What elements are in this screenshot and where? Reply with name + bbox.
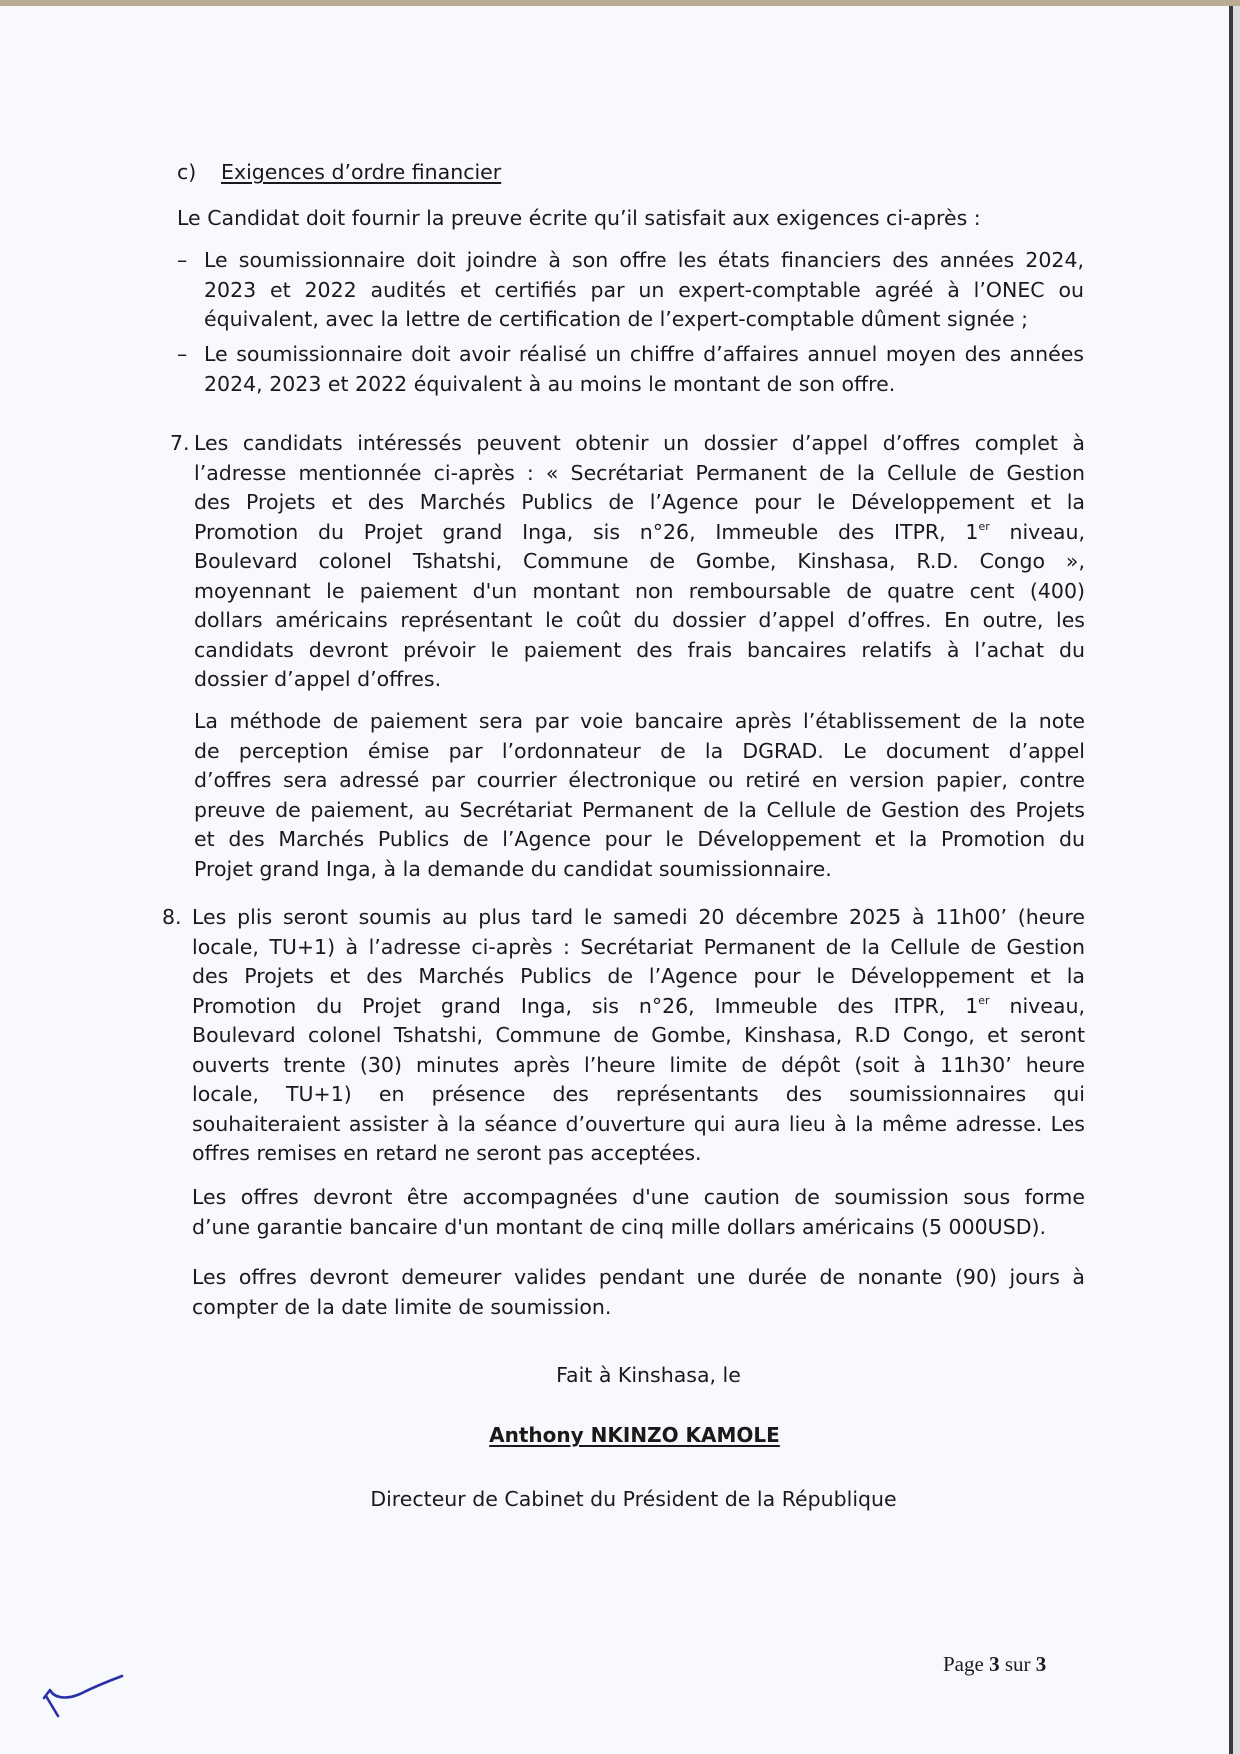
place-date-text: Fait à Kinshasa, le bbox=[556, 1363, 741, 1387]
text-line bbox=[194, 518, 1085, 548]
section-c-heading bbox=[177, 158, 501, 188]
text-line bbox=[192, 992, 1085, 1022]
item-text bbox=[192, 903, 1085, 1169]
total-pages-number: 3 bbox=[1035, 1652, 1047, 1676]
text-fragment: Promotion du Projet grand Inga, sis n°26, Immeuble des ITPR, 1 bbox=[194, 519, 979, 544]
signer-role-block bbox=[0, 1485, 1229, 1515]
section-letter: c) bbox=[177, 160, 197, 184]
text-line: des Projets et des Marchés Publics de l’Agence pour le Développement et la bbox=[194, 490, 1085, 514]
text-fragment: niveau, bbox=[989, 993, 1085, 1018]
text-line: d’une garantie bancaire d'un montant de cinq mille dollars américains (5 000USD). bbox=[192, 1214, 1047, 1239]
place-date-line bbox=[0, 1361, 1229, 1391]
text-line: La méthode de paiement sera par voie bancaire après l’établissement de la note bbox=[194, 709, 1085, 733]
signature-stroke bbox=[44, 1676, 122, 1716]
item-8-paragraph-2 bbox=[192, 1183, 1085, 1242]
text-line: Projet grand Inga, à la demande du candidat soumissionnaire. bbox=[194, 856, 832, 881]
text-line: souhaiteraient assister à la séance d’ouverture qui aura lieu à la même adresse. Les bbox=[192, 1111, 1085, 1136]
item-text bbox=[194, 429, 1085, 695]
text-line: Les plis seront soumis au plus tard le samedi 20 décembre 2025 à 11h00’ (heure bbox=[192, 905, 1085, 929]
page-label: Page bbox=[943, 1652, 984, 1676]
text-line: Les candidats intéressés peuvent obtenir un dossier d’appel d’offres complet à bbox=[194, 431, 1085, 455]
item-8-paragraph-3 bbox=[192, 1263, 1085, 1322]
text-line: et des Marchés Publics de l’Agence pour le Développement et la Promotion du bbox=[194, 827, 1085, 851]
dash-bullet: – bbox=[177, 248, 188, 272]
text-line: dollars américains représentant le coût du dossier d’appel d’offres. En outre, les bbox=[194, 608, 1085, 632]
signer-role: Directeur de Cabinet du Président de la République bbox=[370, 1487, 897, 1511]
text-line: Le soumissionnaire doit joindre à son offre les états financiers des années 2024, bbox=[204, 248, 1084, 272]
of-label: sur bbox=[1004, 1652, 1031, 1676]
scan-right-margin bbox=[1233, 6, 1240, 1754]
bullet-text bbox=[204, 340, 1084, 399]
item-7-paragraph-2 bbox=[194, 707, 1085, 884]
superscript: er bbox=[978, 993, 990, 1007]
intro-text: Le Candidat doit fournir la preuve écrite qu’il satisfait aux exigences ci-après : bbox=[177, 206, 981, 230]
text-line: locale, TU+1) en présence des représentants des soumissionnaires qui bbox=[192, 1082, 1085, 1106]
page-footer bbox=[943, 1650, 1046, 1680]
text-line: candidats devront prévoir le paiement des frais bancaires relatifs à l’achat du bbox=[194, 637, 1085, 662]
text-line: 2024, 2023 et 2022 équivalent à au moins le montant de son offre. bbox=[204, 371, 896, 396]
text-line: ouverts trente (30) minutes après l’heure limite de dépôt (soit à 11h30’ heure bbox=[192, 1052, 1085, 1077]
current-page-number: 3 bbox=[989, 1652, 1000, 1676]
text-fragment: niveau, bbox=[989, 519, 1085, 544]
text-line: offres remises en retard ne seront pas acceptées. bbox=[192, 1141, 702, 1165]
text-line: l’adresse mentionnée ci-après : « Secrétariat Permanent de la Cellule de Gestion bbox=[194, 460, 1085, 485]
handwritten-initial-mark bbox=[36, 1668, 136, 1728]
text-line: compter de la date limite de soumission. bbox=[192, 1294, 612, 1319]
signer-block bbox=[0, 1421, 1229, 1451]
superscript: er bbox=[978, 519, 990, 533]
bullet-text bbox=[204, 246, 1084, 335]
text-line: Boulevard colonel Tshatshi, Commune de Gombe, Kinshasa, R.D Congo, et seront bbox=[192, 1023, 1085, 1047]
text-line: moyennant le paiement d'un montant non remboursable de quatre cent (400) bbox=[194, 578, 1085, 603]
text-fragment: Promotion du Projet grand Inga, sis n°26, Immeuble des ITPR, 1 bbox=[192, 993, 979, 1018]
text-line: équivalent, avec la lettre de certification de l’expert-comptable dûment signée ; bbox=[204, 307, 1029, 331]
text-line: d’offres sera adressé par courrier électronique ou retiré en version papier, contre bbox=[194, 768, 1085, 792]
text-line: Le soumissionnaire doit avoir réalisé un chiffre d’affaires annuel moyen des années bbox=[204, 342, 1084, 366]
section-c-intro bbox=[177, 204, 1077, 234]
text-line: 2023 et 2022 audités et certifiés par un expert-comptable agréé à l’ONEC ou bbox=[204, 277, 1084, 302]
text-line: Boulevard colonel Tshatshi, Commune de Gombe, Kinshasa, R.D. Congo », bbox=[194, 549, 1085, 573]
section-title: Exigences d’ordre financier bbox=[221, 160, 502, 184]
text-line: dossier d’appel d’offres. bbox=[194, 667, 442, 691]
text-line: de perception émise par l’ordonnateur de la DGRAD. Le document d’appel bbox=[194, 738, 1085, 763]
text-line: Les offres devront demeurer valides pendant une durée de nonante (90) jours à bbox=[192, 1265, 1085, 1289]
text-line: des Projets et des Marchés Publics de l’Agence pour le Développement et la bbox=[192, 964, 1085, 988]
text-line: locale, TU+1) à l’adresse ci-après : Secrétariat Permanent de la Cellule de Gestion bbox=[192, 934, 1085, 959]
signer-name: Anthony NKINZO KAMOLE bbox=[489, 1423, 780, 1447]
text-line: preuve de paiement, au Secrétariat Permanent de la Cellule de Gestion des Projets bbox=[194, 797, 1085, 822]
item-number: 7. bbox=[170, 431, 190, 455]
text-line: Les offres devront être accompagnées d'une caution de soumission sous forme bbox=[192, 1185, 1085, 1209]
item-number: 8. bbox=[162, 905, 182, 929]
dash-bullet: – bbox=[177, 342, 188, 366]
